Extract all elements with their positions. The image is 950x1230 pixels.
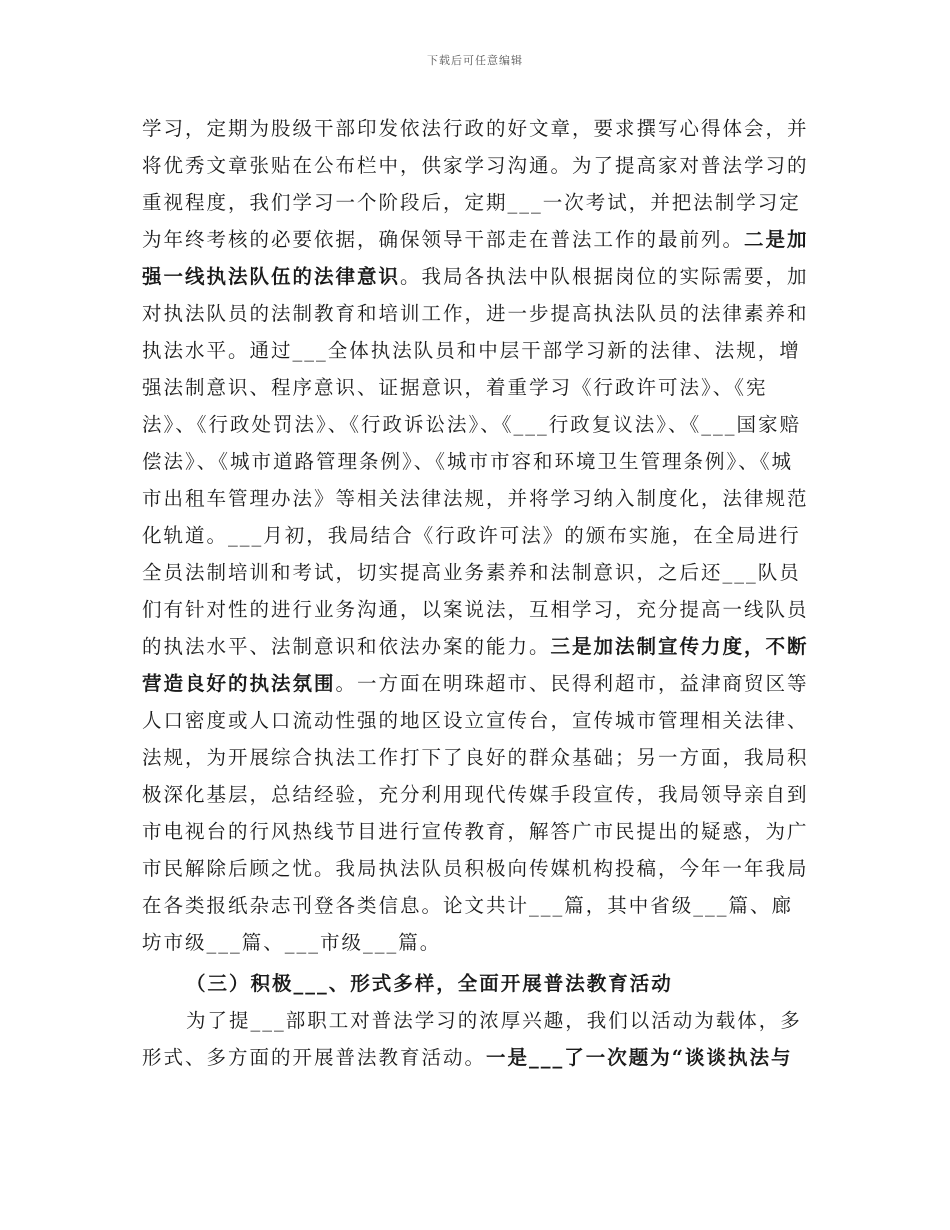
point-three-heading: 三是加法制宣传力度，不断营造良好的执法氛围	[142, 635, 809, 695]
paragraph-text: 。我局各执法中队根据岗位的实际需要，加对执法队员的法制教育和培训工作，进一步提高执法队员的法律素养和执法水平。通过___全体执法队员和中层干部学习新的法律、法规，增强法制意识、程序意识、证据意识，着重学习《行政许可法》、《宪法》、《行政处罚法》、《行政诉讼法》、《___行政复议法》、《___国家赔偿法》、《城市道路管理条例》、《城市市容和环境卫生管理条例》、《城市出租车管理办法》等相关法律法规，并将学习纳入制度化，法律规范化轨道。___月初，我局结合《行政许可法》的颁布实施，在全局进行全员法制培训和考试，切实提高业务素养和法制意识，之后还___队员们有针对性的进行业务沟通，以案说法，互相学习，充分提高一线队员的执法水平、法制意识和依法办案的能力。	[142, 265, 809, 658]
page-header: 下载后可任意编辑	[427, 54, 523, 67]
body-paragraph-1	[142, 110, 814, 961]
paragraph-text: 学习，定期为股级干部印发依法行政的好文章，要求撰写心得体会，并将优秀文章张贴在公布栏中，供家学习沟通。为了提高家对普法学习的重视程度，我们学习一个阶段后，定期___一次考试，并把法制学习定为年终考核的必要依据，确保领导干部走在普法工作的最前列。	[142, 117, 809, 251]
document-body	[142, 110, 814, 1076]
point-one-heading: 一是___了一次题为“谈谈执法与	[486, 1046, 793, 1069]
paragraph-text: 。一方面在明珠超市、民得利超市，益津商贸区等人口密度或人口流动性强的地区设立宣传台，宣传城市管理相关法律、法规，为开展综合执法工作打下了良好的群众基础；另一方面，我局积极深化基层，总结经验，充分利用现代传媒手段宣传，我局领导亲自到市电视台的行风热线节目进行宣传教育，解答广市民提出的疑惑，为广市民解除后顾之忧。我局执法队员积极向传媒机构投稿，今年一年我局在各类报纸杂志刊登各类信息。论文共计___篇，其中省级___篇、廊坊市级___篇、___市级___篇。	[142, 672, 809, 954]
section-heading-3: （三）积极___、形式多样，全面开展普法教育活动	[186, 972, 673, 995]
point-two-heading: 二是加强一线执法队伍的法律意识	[142, 228, 809, 288]
body-paragraph-2	[142, 1002, 814, 1076]
paragraph-text: 为了提___部职工对普法学习的浓厚兴趣，我们以活动为载体，多形式、多方面的开展普法教育活动。	[142, 1009, 802, 1069]
